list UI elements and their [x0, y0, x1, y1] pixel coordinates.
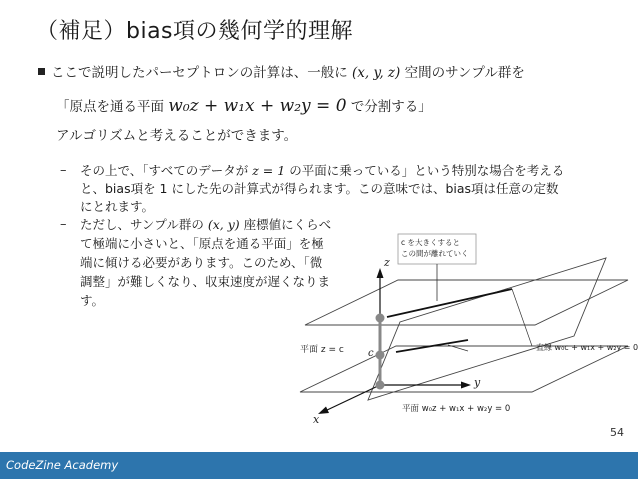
line-3: アルゴリズムと考えることができます。: [56, 128, 298, 144]
footer-brand: CodeZine Academy: [6, 458, 119, 472]
y-axis-arrow-icon: [461, 382, 471, 389]
callout-text: [401, 237, 469, 259]
sub2-line-5: す。: [80, 293, 105, 308]
x-axis-arrow-icon: [318, 407, 329, 415]
plane-equation: w₀z + w₁x + w₂y = 0: [168, 96, 347, 116]
axis-x-label: x: [313, 413, 320, 426]
plane-z-c-label: 平面 z = c: [300, 345, 344, 355]
sub2-line-4: 調整」が難しくなり、収束速度が遅くなりま: [80, 274, 331, 289]
bullet-line-1-post: 空間のサンプル群を: [404, 65, 525, 81]
axis-z-label: z: [384, 256, 390, 269]
line-2-pre: 「原点を通る平面: [56, 99, 164, 115]
intersection-line: [387, 289, 512, 317]
point-c-mid: [376, 351, 385, 360]
x-axis: [325, 385, 380, 411]
sub2-line-2: て極端に小さいと、「原点を通る平面」を極: [80, 236, 324, 251]
sub1-line-2: と、bias項を 1 にした先の計算式が得られます。この意味では、bias項は任意の定数: [80, 181, 559, 196]
line-equation-label: 直線 w₀c + w₁x + w₂y = 0: [536, 343, 638, 352]
plane-z-c: [305, 280, 628, 325]
sub1-line-1-math: z = 1: [252, 163, 286, 178]
origin-plane-label: 平面 w₀z + w₁x + w₂y = 0: [402, 404, 511, 414]
line-label-pointer: [512, 289, 532, 346]
line-2-post: で分割する」: [350, 99, 432, 115]
bullet-line-1-pre: ここで説明したパーセプトロンの計算は、一般に: [51, 65, 348, 81]
sub2-line-1-post: 座標値にくらべ: [243, 217, 332, 232]
point-origin: [376, 381, 385, 390]
point-c-upper: [376, 314, 385, 323]
dash-2: –: [60, 217, 67, 232]
dash-1: –: [60, 163, 67, 178]
callout-line-1: c を大きくすると: [401, 238, 461, 247]
sub1-line-1-post: の平面に乗っている」という特別な場合を考える: [289, 163, 565, 178]
plane-origin: [368, 258, 606, 400]
z-axis-arrow-icon: [377, 268, 384, 278]
footer-bar: [0, 452, 638, 479]
axis-y-label: y: [474, 376, 481, 389]
point-c-label: c: [368, 348, 374, 359]
bullet-line-1-math: (x, y, z): [352, 65, 401, 81]
page-number: 54: [610, 426, 624, 439]
sub1-line-3: にとれます。: [80, 199, 155, 214]
callout-line-2: この間が離れていく: [401, 249, 469, 258]
slide-title: （補足）bias項の幾何学的理解: [36, 19, 354, 44]
sub2-line-1-math: (x, y): [207, 217, 240, 232]
sub1-line-1-pre: その上で、「すべてのデータが: [80, 163, 249, 178]
sub2-line-1-pre: ただし、サンプル群の: [80, 217, 204, 232]
sub2-line-3: 端に傾ける必要があります。このため、「微: [80, 255, 323, 270]
